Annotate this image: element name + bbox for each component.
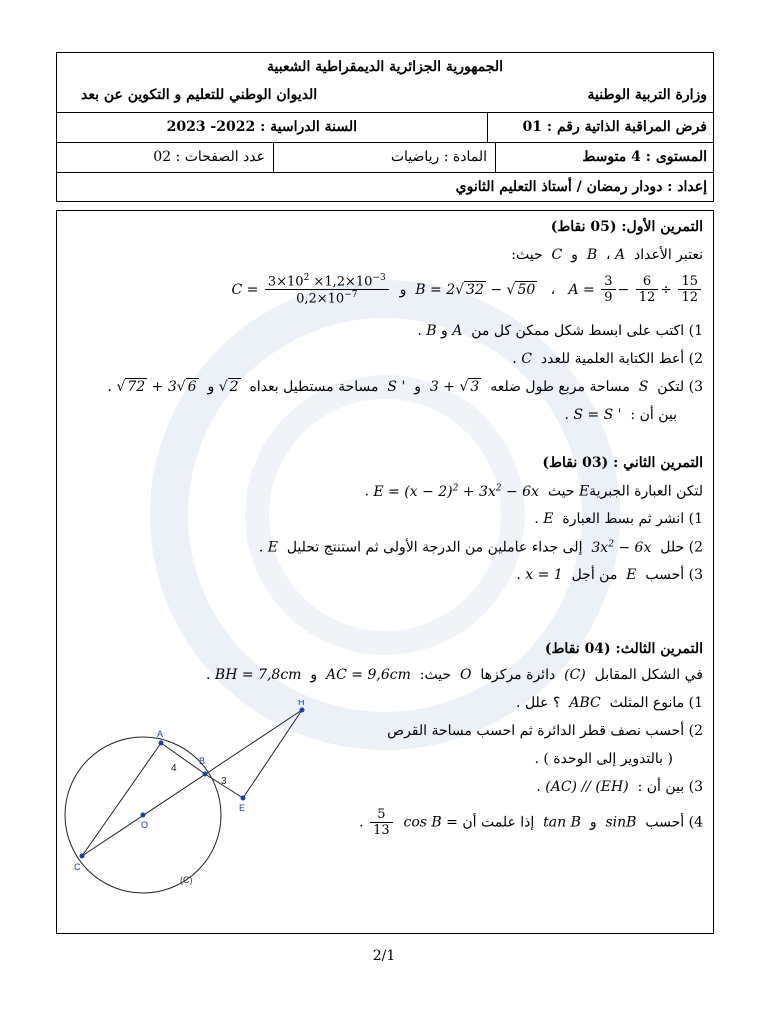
level-label: المستوى : 4 متوسط <box>582 149 707 165</box>
ex2-q3: 3) أحسب E من أجل x = 1 . <box>516 567 703 583</box>
ex3-q4: 4) أحسب sinB و tan B إذا علمت أن cos B = $\frac{5}{13}$ . <box>359 807 703 838</box>
ex1-title: التمرين الأول: (05 نقاط) <box>550 219 703 235</box>
page-number: 2/1 <box>372 948 396 964</box>
ex1-intro: نعتبر الأعداد A ، B و C حيث: <box>511 247 703 263</box>
ex3-title: التمرين الثالث: (04 نقاط) <box>544 641 703 657</box>
ex1-q3: 3) لتكن S مساحة مربع طول ضلعه 3 + √ 3 و S ' مساحة مستطيل بعداه √ 2 و √ 72 + 3√ 6 . <box>107 379 703 395</box>
geometry-figure <box>62 700 322 900</box>
segment-eh <box>243 710 302 798</box>
point-o <box>141 813 146 818</box>
ex1-q2: 2) أعط الكتابة العلمية للعدد C . <box>512 351 703 367</box>
label-h: H <box>298 700 305 707</box>
label-o: O <box>141 820 149 830</box>
label-be-length: 3 <box>221 776 227 787</box>
header-row-author <box>57 173 713 203</box>
header-top-row <box>57 53 713 113</box>
segment-ac <box>82 743 161 856</box>
label-circle: (C) <box>180 875 193 885</box>
label-ab-length: 4 <box>171 763 177 774</box>
ex2-q1: 1) انشر ثم بسط العبارة E . <box>534 511 703 527</box>
ex3-q1: 1) مانوع المثلث ABC ؟ علل . <box>516 695 703 711</box>
label-a: A <box>157 729 164 739</box>
ex3-q3: 3) بين أن : (AC) // (EH) . <box>536 779 703 795</box>
ex2-intro: لتكن العبارة الجبريةE حيث $E = (x - 2)^2 + 3x^2 - 6x$ . <box>364 483 703 500</box>
subject-label: المادة : رياضيات <box>390 149 487 165</box>
ex2-title: التمرين الثاني : (03 نقاط) <box>542 455 703 471</box>
republic-title: الجمهورية الجزائرية الديمقراطية الشعبية <box>266 59 503 75</box>
ex1-q1: 1) اكتب على ابسط شكل ممكن كل من A و B . <box>417 323 703 339</box>
point-c <box>80 854 85 859</box>
point-h <box>300 708 305 713</box>
label-c: C <box>74 862 81 872</box>
test-title: فرض المراقبة الذاتية رقم : 01 <box>522 119 707 135</box>
label-e: E <box>239 803 246 813</box>
point-e <box>241 796 246 801</box>
segment-ch <box>82 710 302 856</box>
ex2-q2: 2) حلل $3x^2 - 6x$ إلى جداء عاملين من الدرجة الأولى ثم استنتج تحليل E . <box>258 539 703 556</box>
ex3-intro: في الشكل المقابل (C) دائرة مركزها O حيث: AC = 9,6cm و BH = 7,8cm . <box>206 667 703 683</box>
header-row-test <box>57 113 713 143</box>
ministry-label: وزارة التربية الوطنية <box>587 87 707 103</box>
ex1-q3-show: بين أن : S = S ' . <box>564 407 677 423</box>
pages-label: عدد الصفحات : 02 <box>153 149 265 165</box>
school-year: السنة الدراسية : 2022- 2023 <box>166 119 357 135</box>
ex1-definitions: C = $\frac{3\times 10^2 \times 1,2\times 10^{-3}}{0,2\times 10^{-7}}$ و B = 2√ 32 − √ 50 ، A = $\frac{3}{9}$ − $\frac{6}{12}$ ÷ $\frac{15}{12}$ <box>231 273 703 307</box>
point-a <box>159 741 164 746</box>
label-b: B <box>199 756 206 766</box>
office-label: الديوان الوطني للتعليم و التكوين عن بعد <box>81 87 318 103</box>
header-row-info <box>57 143 713 173</box>
exam-header <box>56 52 714 202</box>
point-b <box>203 772 208 777</box>
ex3-q2: 2) أحسب نصف قطر الدائرة ثم احسب مساحة القرص <box>387 723 703 739</box>
author-label: إعداد : دودار رمضان / أستاذ التعليم الثانوي <box>455 179 707 195</box>
ex3-q2-rounding: ( بالتدوير إلى الوحدة ) . <box>534 751 673 767</box>
